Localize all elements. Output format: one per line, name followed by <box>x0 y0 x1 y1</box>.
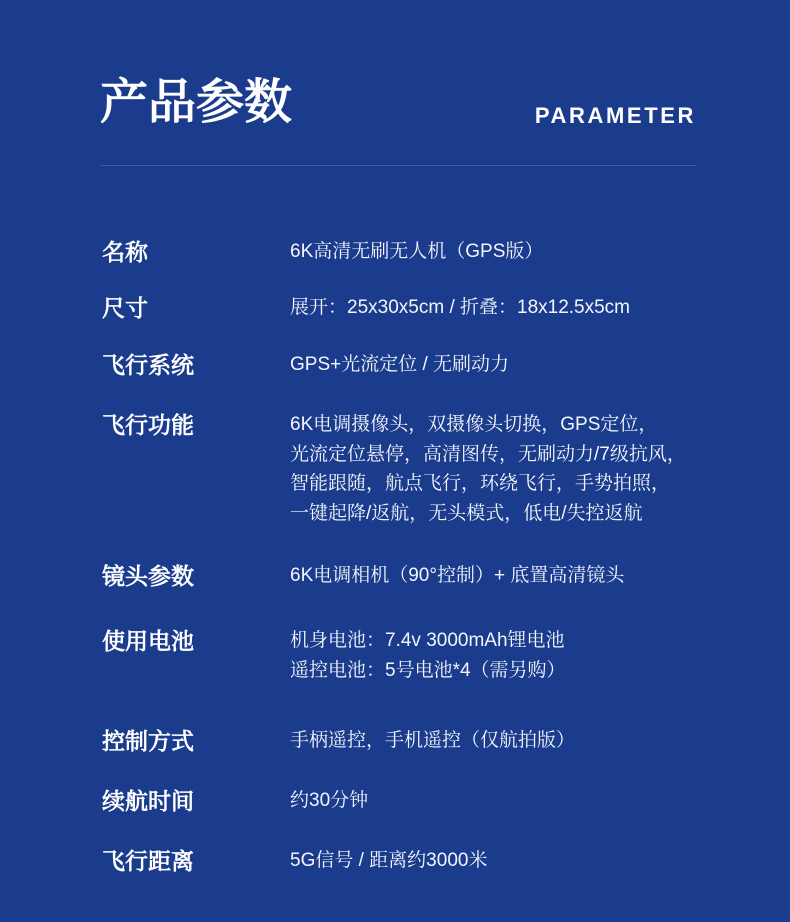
spec-value-line: 6K电调相机（90°控制）+ 底置高清镜头 <box>290 565 625 586</box>
spec-value <box>290 726 575 756</box>
page-subtitle-english: PARAMETER <box>534 103 696 128</box>
spec-value <box>290 293 630 323</box>
spec-value-line: 展开：25x30x5cm / 折叠：18x12.5x5cm <box>290 297 631 318</box>
spec-label: 控制方式 <box>102 728 194 754</box>
spec-label: 使用电池 <box>102 628 194 654</box>
spec-value-line: 6K高清无刷无人机（GPS版） <box>290 241 544 262</box>
spec-value <box>290 237 543 267</box>
spec-label: 尺寸 <box>102 295 148 321</box>
spec-label: 飞行系统 <box>102 352 194 378</box>
spec-value-line: 一键起降/返航，无头模式，低电/失控返航 <box>290 502 643 524</box>
page-title: 产品参数 <box>100 76 293 129</box>
spec-value-line: 光流定位悬停，高清图传，无刷动力/7级抗风， <box>290 443 686 465</box>
spec-value <box>290 350 509 380</box>
spec-value <box>290 846 487 876</box>
spec-value <box>290 410 686 528</box>
spec-value-line: 智能跟随，航点飞行，环绕飞行，手势拍照， <box>290 473 671 494</box>
spec-label: 名称 <box>102 239 148 265</box>
spec-label: 续航时间 <box>102 788 194 814</box>
spec-value-line: 5G信号 / 距离约3000米 <box>290 850 488 871</box>
spec-value-line: GPS+光流定位 / 无刷动力 <box>290 354 510 375</box>
spec-label: 飞行距离 <box>102 848 194 874</box>
spec-value-line: 机身电池：7.4v 3000mAh锂电池 <box>290 630 565 651</box>
spec-value-line: 手柄遥控，手机遥控（仅航拍版） <box>290 730 576 751</box>
spec-label: 飞行功能 <box>102 412 194 438</box>
spec-value-line: 遥控电池：5号电池*4（需另购） <box>290 659 566 681</box>
header-divider <box>100 165 696 166</box>
spec-value <box>290 626 566 685</box>
spec-value <box>290 561 624 591</box>
spec-value-line: 6K电调摄像头，双摄像头切换，GPS定位， <box>290 414 658 435</box>
spec-label: 镜头参数 <box>102 563 194 589</box>
spec-value <box>290 786 368 816</box>
spec-value-line: 约30分钟 <box>290 790 369 811</box>
